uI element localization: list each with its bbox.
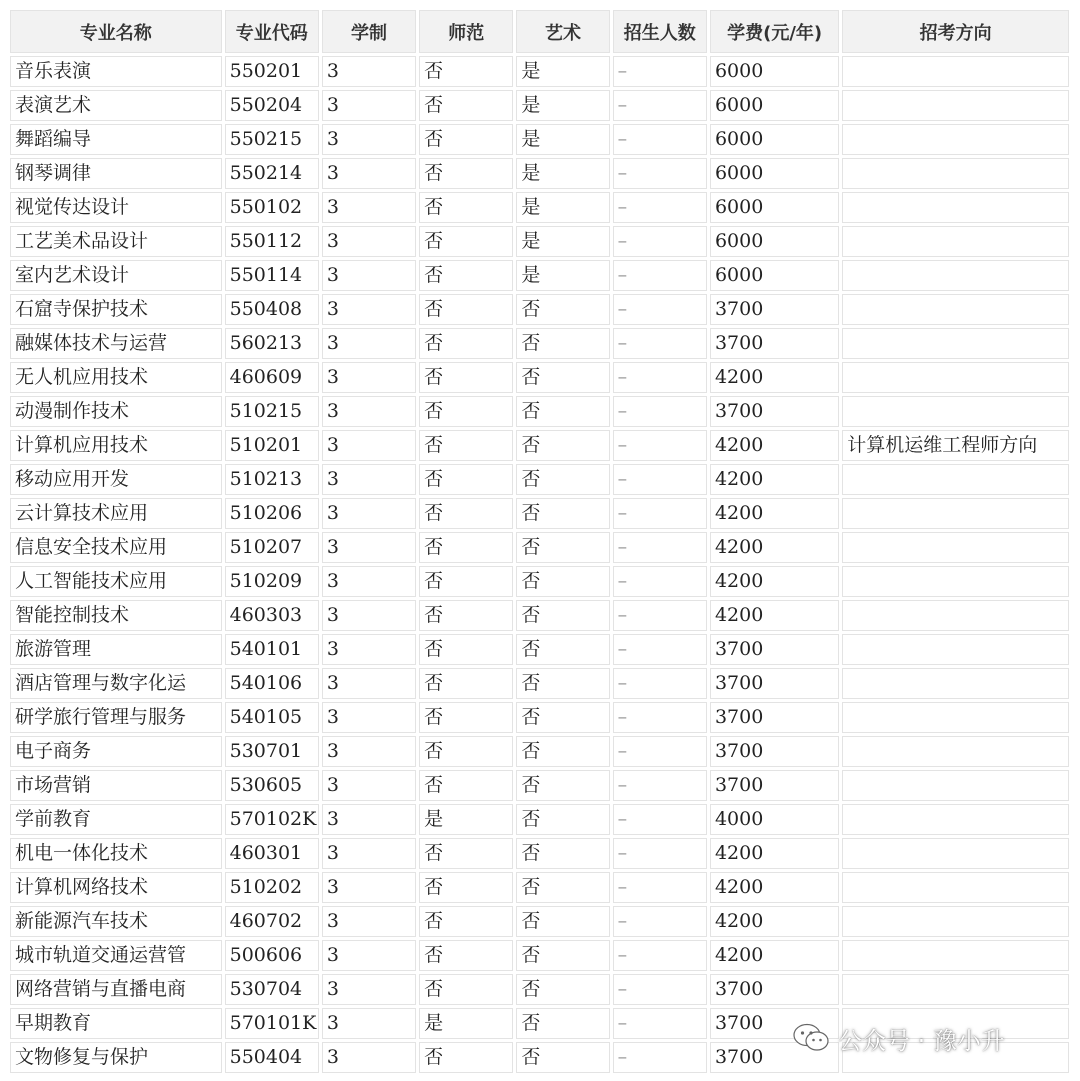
table-cell: 6000 bbox=[710, 90, 839, 121]
table-row bbox=[10, 56, 1069, 87]
table-cell: 3700 bbox=[710, 634, 839, 665]
table-cell: 否 bbox=[516, 294, 609, 325]
table-cell: – bbox=[613, 192, 707, 223]
table-row bbox=[10, 600, 1069, 631]
table-cell: – bbox=[613, 702, 707, 733]
table-row bbox=[10, 702, 1069, 733]
table-cell: 550114 bbox=[225, 260, 319, 291]
table-cell: 否 bbox=[516, 974, 609, 1005]
table-cell: 否 bbox=[419, 294, 513, 325]
table-cell: 3 bbox=[322, 464, 416, 495]
watermark bbox=[792, 1020, 1005, 1056]
table-cell: 否 bbox=[419, 838, 513, 869]
table-row bbox=[10, 940, 1069, 971]
table-cell: 510202 bbox=[225, 872, 319, 903]
table-cell: 计算机运维工程师方向 bbox=[842, 430, 1069, 461]
table-cell bbox=[842, 872, 1069, 903]
table-cell: 3 bbox=[322, 906, 416, 937]
table-row bbox=[10, 294, 1069, 325]
table-cell: 3 bbox=[322, 1042, 416, 1073]
table-cell: 510201 bbox=[225, 430, 319, 461]
table-cell: 550102 bbox=[225, 192, 319, 223]
table-cell: 表演艺术 bbox=[10, 90, 222, 121]
table-body bbox=[10, 56, 1069, 1073]
table-cell: 3 bbox=[322, 532, 416, 563]
table-cell: 4200 bbox=[710, 566, 839, 597]
major-enrollment-table bbox=[7, 7, 1072, 1076]
table-cell: 460301 bbox=[225, 838, 319, 869]
watermark-text: 公众号 · 豫小升 bbox=[838, 1026, 1005, 1055]
table-cell: 3 bbox=[322, 668, 416, 699]
table-cell: 信息安全技术应用 bbox=[10, 532, 222, 563]
table-cell: 电子商务 bbox=[10, 736, 222, 767]
table-cell: 学前教育 bbox=[10, 804, 222, 835]
table-cell: 是 bbox=[516, 158, 609, 189]
table-cell bbox=[842, 124, 1069, 155]
table-cell: 3 bbox=[322, 498, 416, 529]
table-cell: 计算机应用技术 bbox=[10, 430, 222, 461]
table-cell bbox=[842, 396, 1069, 427]
table-cell: 否 bbox=[516, 634, 609, 665]
table-cell: – bbox=[613, 566, 707, 597]
table-cell: 否 bbox=[419, 56, 513, 87]
table-cell: 计算机网络技术 bbox=[10, 872, 222, 903]
table-cell: 3700 bbox=[710, 294, 839, 325]
table-cell: – bbox=[613, 906, 707, 937]
table-cell: 融媒体技术与运营 bbox=[10, 328, 222, 359]
table-cell: 3 bbox=[322, 260, 416, 291]
table-cell: 否 bbox=[516, 464, 609, 495]
table-cell: 人工智能技术应用 bbox=[10, 566, 222, 597]
table-cell: 510209 bbox=[225, 566, 319, 597]
table-cell: 530704 bbox=[225, 974, 319, 1005]
table-cell: 机电一体化技术 bbox=[10, 838, 222, 869]
table-cell: – bbox=[613, 362, 707, 393]
table-cell: 510215 bbox=[225, 396, 319, 427]
table-cell: 3 bbox=[322, 328, 416, 359]
table-row bbox=[10, 430, 1069, 461]
table-cell: 530701 bbox=[225, 736, 319, 767]
table-cell: 510207 bbox=[225, 532, 319, 563]
table-cell: 3 bbox=[322, 702, 416, 733]
table-cell: 3 bbox=[322, 770, 416, 801]
table-cell: 钢琴调律 bbox=[10, 158, 222, 189]
table-cell: – bbox=[613, 56, 707, 87]
table-cell: 3 bbox=[322, 974, 416, 1005]
table-cell: 510206 bbox=[225, 498, 319, 529]
table-cell: 视觉传达设计 bbox=[10, 192, 222, 223]
table-cell: 否 bbox=[516, 396, 609, 427]
table-cell: 是 bbox=[516, 124, 609, 155]
table-cell: 否 bbox=[419, 158, 513, 189]
table-cell: – bbox=[613, 736, 707, 767]
table-cell: – bbox=[613, 328, 707, 359]
table-row bbox=[10, 906, 1069, 937]
table-cell: 工艺美术品设计 bbox=[10, 226, 222, 257]
table-cell: – bbox=[613, 430, 707, 461]
table-cell: 3 bbox=[322, 124, 416, 155]
column-header: 学费(元/年) bbox=[710, 10, 839, 53]
table-cell: 动漫制作技术 bbox=[10, 396, 222, 427]
table-cell: 否 bbox=[516, 668, 609, 699]
table-cell: 550404 bbox=[225, 1042, 319, 1073]
table-cell: 否 bbox=[516, 1042, 609, 1073]
table-cell: 否 bbox=[516, 770, 609, 801]
column-header: 学制 bbox=[322, 10, 416, 53]
table-cell: 4200 bbox=[710, 600, 839, 631]
table-cell bbox=[842, 498, 1069, 529]
table-cell: – bbox=[613, 1008, 707, 1039]
table-cell: 无人机应用技术 bbox=[10, 362, 222, 393]
table-cell: 4200 bbox=[710, 838, 839, 869]
wechat-icon bbox=[792, 1023, 830, 1053]
table-cell: 否 bbox=[419, 940, 513, 971]
table-cell bbox=[842, 464, 1069, 495]
table-cell: 舞蹈编导 bbox=[10, 124, 222, 155]
table-cell: 否 bbox=[516, 736, 609, 767]
table-cell: 3700 bbox=[710, 668, 839, 699]
table-cell: – bbox=[613, 396, 707, 427]
table-cell: 3700 bbox=[710, 770, 839, 801]
table-cell: 500606 bbox=[225, 940, 319, 971]
table-cell: 3700 bbox=[710, 736, 839, 767]
table-cell bbox=[842, 566, 1069, 597]
column-header: 招考方向 bbox=[842, 10, 1069, 53]
table-cell bbox=[842, 532, 1069, 563]
table-cell: – bbox=[613, 770, 707, 801]
table-cell bbox=[842, 600, 1069, 631]
table-cell: 3 bbox=[322, 192, 416, 223]
table-cell: – bbox=[613, 872, 707, 903]
table-row bbox=[10, 328, 1069, 359]
table-cell: 否 bbox=[419, 430, 513, 461]
table-cell: 6000 bbox=[710, 56, 839, 87]
table-cell: 550204 bbox=[225, 90, 319, 121]
table-cell: 540105 bbox=[225, 702, 319, 733]
table-cell: 市场营销 bbox=[10, 770, 222, 801]
table-cell: – bbox=[613, 464, 707, 495]
table-cell bbox=[842, 192, 1069, 223]
table-cell: 石窟寺保护技术 bbox=[10, 294, 222, 325]
table-cell: 否 bbox=[516, 872, 609, 903]
table-cell: 否 bbox=[516, 430, 609, 461]
table-cell: 否 bbox=[516, 702, 609, 733]
table-cell: 否 bbox=[516, 804, 609, 835]
table-cell: 6000 bbox=[710, 192, 839, 223]
table-cell: 否 bbox=[419, 906, 513, 937]
table-cell: 540101 bbox=[225, 634, 319, 665]
table-cell: 4200 bbox=[710, 906, 839, 937]
table-cell: 否 bbox=[516, 906, 609, 937]
table-cell: 音乐表演 bbox=[10, 56, 222, 87]
table-cell: 550214 bbox=[225, 158, 319, 189]
table-cell: 移动应用开发 bbox=[10, 464, 222, 495]
table-cell: 否 bbox=[419, 260, 513, 291]
table-row bbox=[10, 396, 1069, 427]
table-row bbox=[10, 124, 1069, 155]
table-cell: 3 bbox=[322, 362, 416, 393]
table-cell bbox=[842, 56, 1069, 87]
table-cell: – bbox=[613, 260, 707, 291]
table-cell: 4000 bbox=[710, 804, 839, 835]
table-cell: 否 bbox=[516, 600, 609, 631]
table-cell: 否 bbox=[419, 668, 513, 699]
table-cell: – bbox=[613, 838, 707, 869]
table-cell: – bbox=[613, 90, 707, 121]
table-cell: – bbox=[613, 940, 707, 971]
table-row bbox=[10, 668, 1069, 699]
table-cell: 新能源汽车技术 bbox=[10, 906, 222, 937]
table-cell: 3 bbox=[322, 1008, 416, 1039]
table-cell: 否 bbox=[516, 328, 609, 359]
table-cell bbox=[842, 294, 1069, 325]
table-cell bbox=[842, 260, 1069, 291]
table-cell: 是 bbox=[419, 804, 513, 835]
table-cell: – bbox=[613, 668, 707, 699]
table-cell: 3 bbox=[322, 804, 416, 835]
table-cell: 3 bbox=[322, 430, 416, 461]
table-cell: 云计算技术应用 bbox=[10, 498, 222, 529]
table-cell: 550112 bbox=[225, 226, 319, 257]
table-cell: – bbox=[613, 804, 707, 835]
table-cell: 3 bbox=[322, 158, 416, 189]
enrollment-table-container bbox=[10, 10, 1069, 1076]
table-cell: 否 bbox=[419, 362, 513, 393]
table-cell: 城市轨道交通运营管 bbox=[10, 940, 222, 971]
table-cell: 4200 bbox=[710, 498, 839, 529]
table-cell: 否 bbox=[516, 1008, 609, 1039]
table-cell: 3 bbox=[322, 90, 416, 121]
table-cell: 530605 bbox=[225, 770, 319, 801]
table-row bbox=[10, 464, 1069, 495]
table-cell: 早期教育 bbox=[10, 1008, 222, 1039]
table-cell: 3 bbox=[322, 56, 416, 87]
table-row bbox=[10, 158, 1069, 189]
table-cell bbox=[842, 906, 1069, 937]
table-cell: 酒店管理与数字化运 bbox=[10, 668, 222, 699]
table-cell: 否 bbox=[516, 498, 609, 529]
table-cell bbox=[842, 804, 1069, 835]
table-cell: 否 bbox=[516, 838, 609, 869]
table-cell: 3 bbox=[322, 736, 416, 767]
table-cell: – bbox=[613, 600, 707, 631]
table-row bbox=[10, 532, 1069, 563]
column-header: 师范 bbox=[419, 10, 513, 53]
column-header: 专业代码 bbox=[225, 10, 319, 53]
table-cell: 550201 bbox=[225, 56, 319, 87]
table-row bbox=[10, 634, 1069, 665]
table-cell: 3 bbox=[322, 634, 416, 665]
table-cell bbox=[842, 940, 1069, 971]
table-cell: 3 bbox=[322, 294, 416, 325]
table-cell bbox=[842, 974, 1069, 1005]
table-cell: 460303 bbox=[225, 600, 319, 631]
table-cell bbox=[842, 702, 1069, 733]
column-header: 专业名称 bbox=[10, 10, 222, 53]
table-cell: – bbox=[613, 158, 707, 189]
table-cell: 4200 bbox=[710, 872, 839, 903]
table-cell: 旅游管理 bbox=[10, 634, 222, 665]
table-cell: – bbox=[613, 124, 707, 155]
table-cell bbox=[842, 362, 1069, 393]
table-row bbox=[10, 804, 1069, 835]
table-cell: 否 bbox=[419, 90, 513, 121]
table-cell: 室内艺术设计 bbox=[10, 260, 222, 291]
table-cell: 否 bbox=[419, 498, 513, 529]
table-row bbox=[10, 260, 1069, 291]
table-cell: 460609 bbox=[225, 362, 319, 393]
table-cell: 网络营销与直播电商 bbox=[10, 974, 222, 1005]
table-cell: 3 bbox=[322, 838, 416, 869]
table-row bbox=[10, 226, 1069, 257]
table-cell: 否 bbox=[419, 124, 513, 155]
table-cell bbox=[842, 838, 1069, 869]
table-cell: 460702 bbox=[225, 906, 319, 937]
table-cell: 研学旅行管理与服务 bbox=[10, 702, 222, 733]
table-cell: 否 bbox=[516, 362, 609, 393]
table-cell: 是 bbox=[516, 90, 609, 121]
table-cell: – bbox=[613, 974, 707, 1005]
table-cell: 否 bbox=[419, 770, 513, 801]
table-cell: 570101K bbox=[225, 1008, 319, 1039]
table-cell: 3700 bbox=[710, 1008, 839, 1039]
table-cell: 否 bbox=[419, 702, 513, 733]
table-cell: 6000 bbox=[710, 260, 839, 291]
table-cell bbox=[842, 770, 1069, 801]
table-row bbox=[10, 362, 1069, 393]
table-cell: 否 bbox=[419, 872, 513, 903]
table-cell: 3 bbox=[322, 226, 416, 257]
table-cell: 是 bbox=[516, 226, 609, 257]
table-cell: 3700 bbox=[710, 328, 839, 359]
table-cell: 540106 bbox=[225, 668, 319, 699]
table-cell: 否 bbox=[419, 736, 513, 767]
table-cell: 560213 bbox=[225, 328, 319, 359]
table-row bbox=[10, 566, 1069, 597]
table-cell: 570102K bbox=[225, 804, 319, 835]
table-cell: 文物修复与保护 bbox=[10, 1042, 222, 1073]
table-cell: – bbox=[613, 532, 707, 563]
table-cell: 3700 bbox=[710, 702, 839, 733]
table-cell: 否 bbox=[419, 396, 513, 427]
table-row bbox=[10, 770, 1069, 801]
table-cell: 否 bbox=[419, 226, 513, 257]
table-cell: 3 bbox=[322, 566, 416, 597]
table-cell: 3 bbox=[322, 872, 416, 903]
table-cell: 否 bbox=[419, 600, 513, 631]
table-cell: 510213 bbox=[225, 464, 319, 495]
table-cell: – bbox=[613, 226, 707, 257]
table-cell: 否 bbox=[419, 1042, 513, 1073]
table-cell bbox=[842, 634, 1069, 665]
table-row bbox=[10, 838, 1069, 869]
table-cell: 6000 bbox=[710, 124, 839, 155]
table-cell: 否 bbox=[419, 532, 513, 563]
table-header-row bbox=[10, 10, 1069, 53]
table-cell: 否 bbox=[419, 974, 513, 1005]
table-cell: 4200 bbox=[710, 430, 839, 461]
table-cell bbox=[842, 736, 1069, 767]
table-cell bbox=[842, 226, 1069, 257]
table-cell: 是 bbox=[516, 192, 609, 223]
table-cell: 否 bbox=[419, 464, 513, 495]
column-header: 艺术 bbox=[516, 10, 609, 53]
table-cell: 否 bbox=[516, 532, 609, 563]
table-cell: 3 bbox=[322, 940, 416, 971]
table-cell: 6000 bbox=[710, 226, 839, 257]
table-cell bbox=[842, 90, 1069, 121]
table-cell bbox=[842, 158, 1069, 189]
table-cell: 3700 bbox=[710, 396, 839, 427]
table-cell: 智能控制技术 bbox=[10, 600, 222, 631]
column-header: 招生人数 bbox=[613, 10, 707, 53]
table-row bbox=[10, 90, 1069, 121]
table-row bbox=[10, 192, 1069, 223]
table-cell: – bbox=[613, 1042, 707, 1073]
table-cell: 4200 bbox=[710, 940, 839, 971]
table-row bbox=[10, 974, 1069, 1005]
table-cell bbox=[842, 668, 1069, 699]
table-cell: 550408 bbox=[225, 294, 319, 325]
table-cell: 550215 bbox=[225, 124, 319, 155]
table-cell: – bbox=[613, 498, 707, 529]
table-cell bbox=[842, 328, 1069, 359]
table-cell: 3 bbox=[322, 396, 416, 427]
table-row bbox=[10, 736, 1069, 767]
table-cell: 3 bbox=[322, 600, 416, 631]
table-cell: – bbox=[613, 634, 707, 665]
table-cell: 否 bbox=[516, 940, 609, 971]
table-cell: 4200 bbox=[710, 362, 839, 393]
table-cell: 否 bbox=[516, 566, 609, 597]
table-cell: 4200 bbox=[710, 532, 839, 563]
table-cell: 4200 bbox=[710, 464, 839, 495]
table-cell: 是 bbox=[516, 260, 609, 291]
table-cell: 否 bbox=[419, 328, 513, 359]
table-cell: 6000 bbox=[710, 158, 839, 189]
table-row bbox=[10, 872, 1069, 903]
table-cell: 否 bbox=[419, 192, 513, 223]
table-cell: 是 bbox=[419, 1008, 513, 1039]
table-cell: 否 bbox=[419, 566, 513, 597]
table-cell: 是 bbox=[516, 56, 609, 87]
table-cell: 3700 bbox=[710, 974, 839, 1005]
table-cell: 3700 bbox=[710, 1042, 839, 1073]
table-cell: – bbox=[613, 294, 707, 325]
table-row bbox=[10, 498, 1069, 529]
table-cell: 否 bbox=[419, 634, 513, 665]
